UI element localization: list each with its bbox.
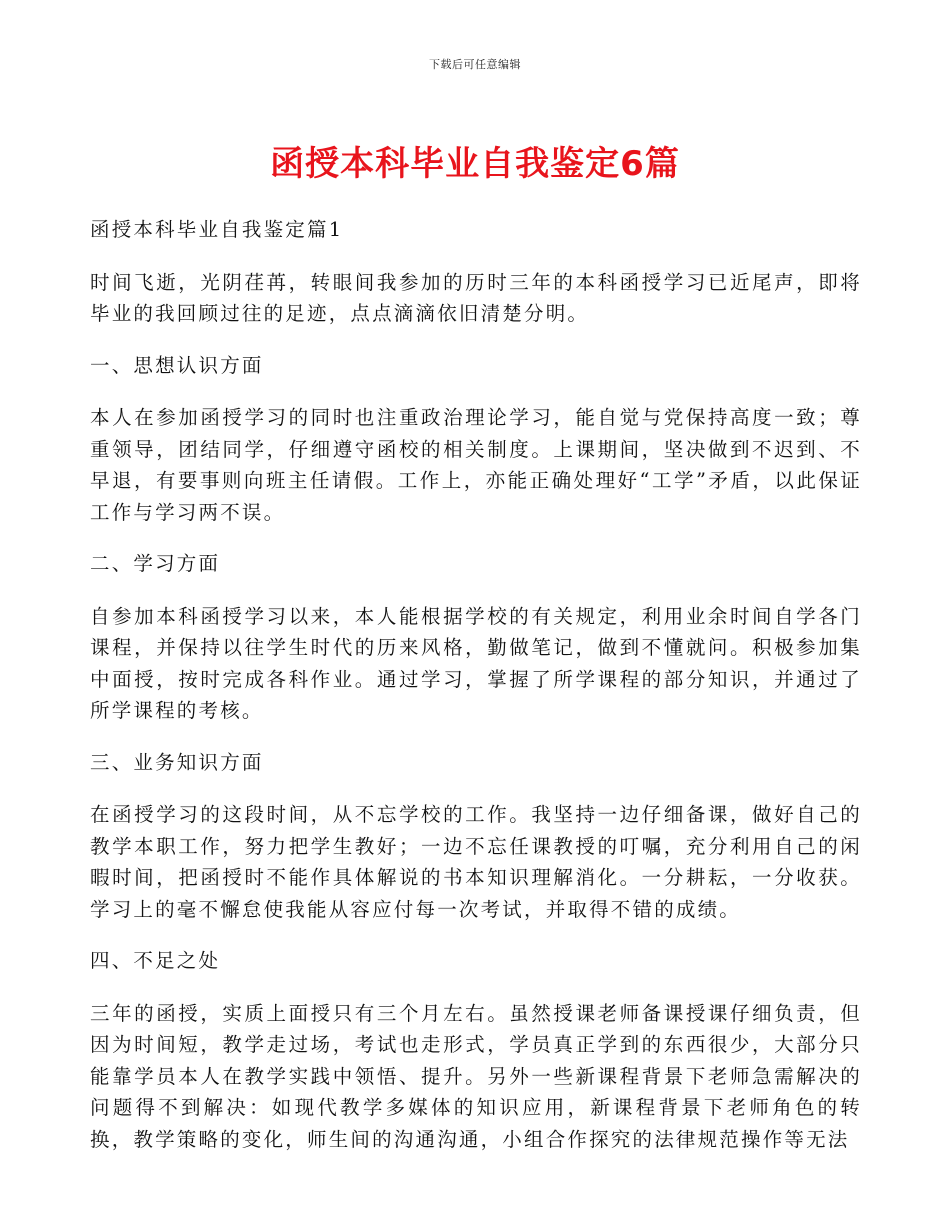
- section-heading-shortcomings: 四、不足之处: [90, 949, 221, 972]
- document-title: 函授本科毕业自我鉴定6篇: [270, 144, 680, 184]
- header-note: 下载后可任意编辑: [429, 58, 521, 71]
- paragraph-professional: 在函授学习的这段时间，从不忘学校的工作。我坚持一边仔细备课，做好自己的教学本职工作，努力把学生教好；一边不忘任课教授的叮嘱，充分利用自己的闲暇时间，把函授时不能作具体解说的书本知识理解消化。一分耕耘，一分收获。学习上的毫不懈怠使我能从容应付每一次考试，并取得不错的成绩。: [90, 803, 862, 921]
- section-heading-study: 二、学习方面: [90, 552, 221, 575]
- section-heading-ideology: 一、思想认识方面: [90, 353, 264, 377]
- paragraph-study: 自参加本科函授学习以来，本人能根据学校的有关规定，利用业余时间自学各门课程，并保持以往学生时代的历来风格，勤做笔记，做到不懂就问。积极参加集中面授，按时完成各科作业。通过学习，掌握了所学课程的部分知识，并通过了所学课程的考核。: [90, 604, 862, 722]
- section-heading-article-1: 函授本科毕业自我鉴定篇1: [90, 218, 344, 241]
- document-body: [90, 214, 862, 1175]
- paragraph-intro: 时间飞逝，光阴荏苒，转眼间我参加的历时三年的本科函授学习已近尾声，即将毕业的我回顾过往的足迹，点点滴滴依旧清楚分明。: [90, 270, 862, 325]
- section-heading-professional: 三、业务知识方面: [90, 750, 264, 774]
- paragraph-shortcomings: 三年的函授，实质上面授只有三个月左右。虽然授课老师备课授课仔细负责，但因为时间短，教学走过场，考试也走形式，学员真正学到的东西很少，大部分只能靠学员本人在教学实践中领悟、提升。另外一些新课程背景下老师急需解决的问题得不到解决：如现代教学多媒体的知识应用，新课程背景下老师角色的转换，教学策略的变化，师生间的沟通沟通，小组合作探究的法律规范操作等无法: [90, 1001, 862, 1151]
- paragraph-ideology: 本人在参加函授学习的同时也注重政治理论学习，能自觉与党保持高度一致；尊重领导，团结同学，仔细遵守函校的相关制度。上课期间，坚决做到不迟到、不早退，有要事则向班主任请假。工作上，亦能正确处理好“工学”矛盾，以此保证工作与学习两不误。: [90, 406, 862, 524]
